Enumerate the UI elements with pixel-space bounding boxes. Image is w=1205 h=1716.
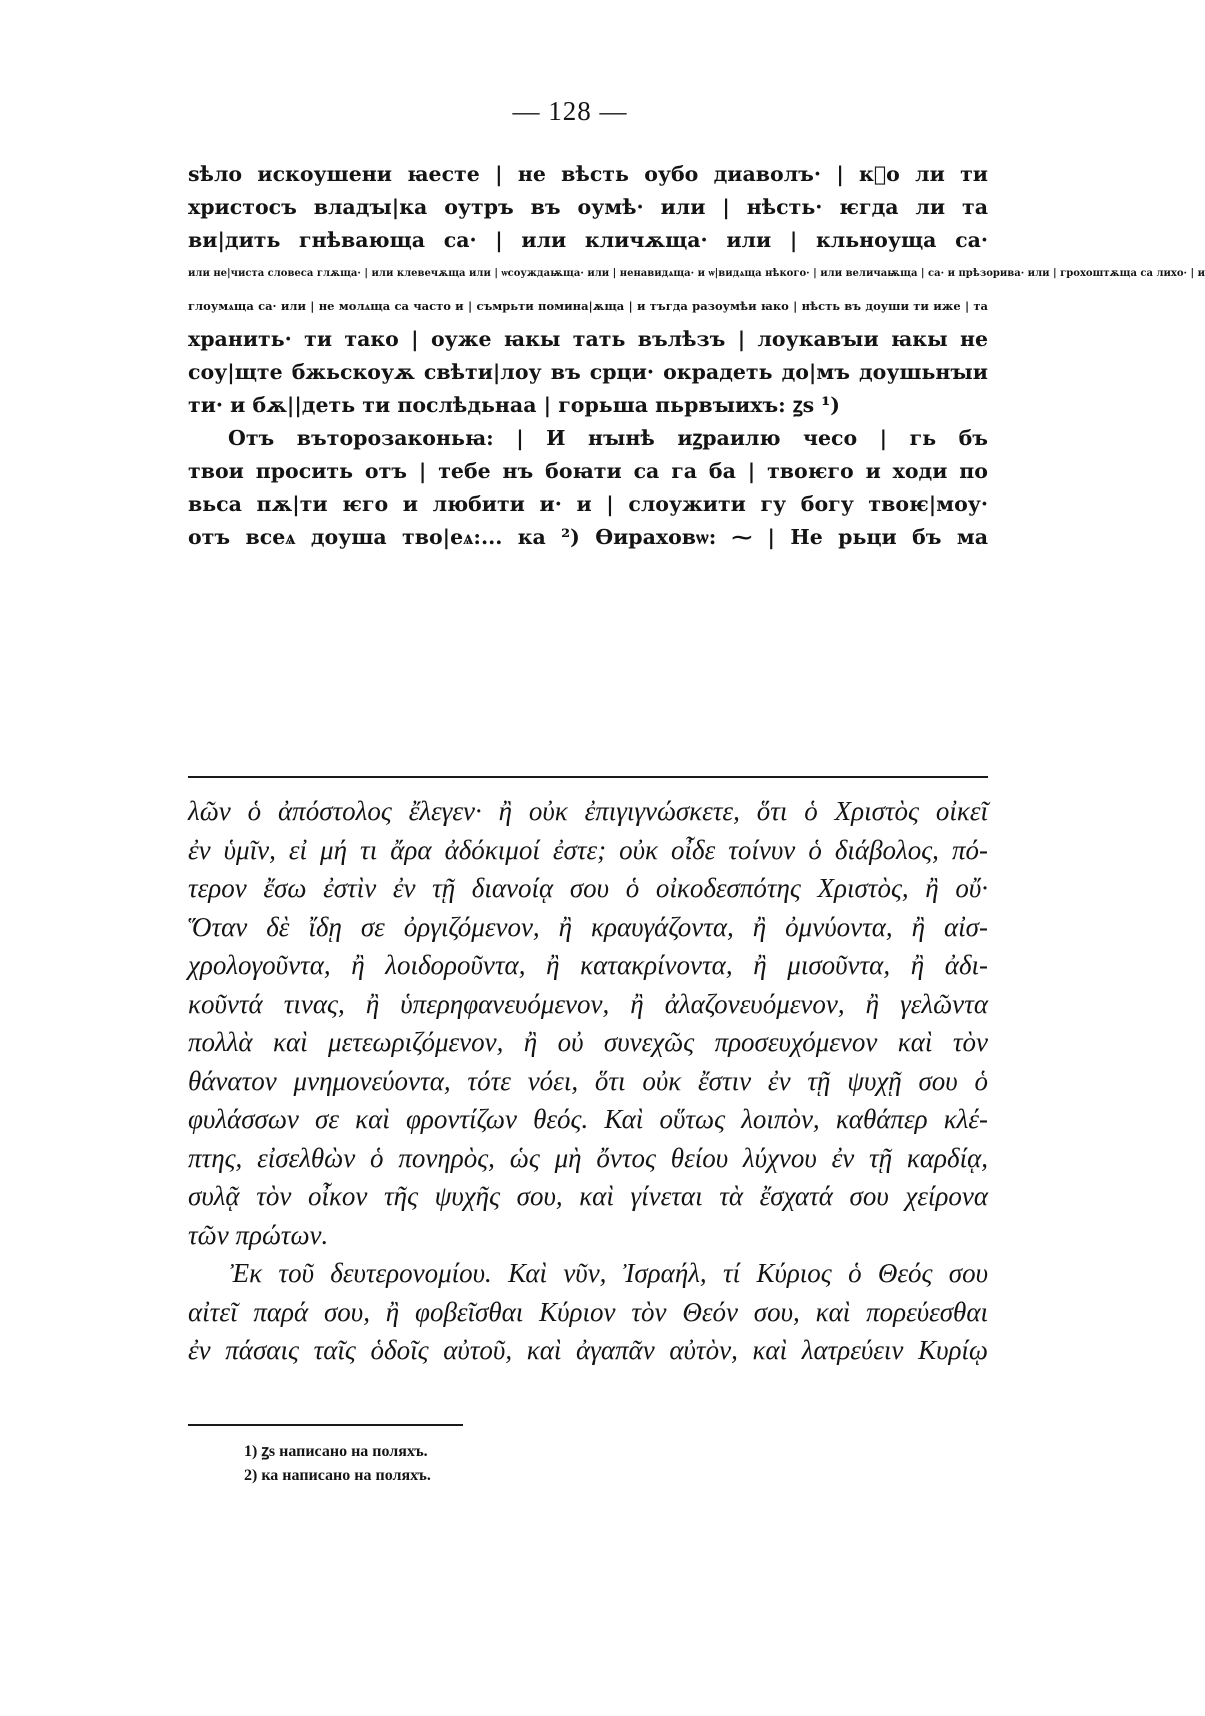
greek-line: λῶν ὁ ἀπόστολος ἔλεγεν· ἢ οὐκ ἐπιγιγνώσκετε, ὅτι ὁ Χριστὸς οἰκεῖ	[188, 796, 988, 826]
greek-line: πολλὰ καὶ μετεωριζόμενον, ἢ οὐ συνεχῶς προσευχόμενον καὶ τὸν	[188, 1027, 988, 1057]
slavonic-line: Отъ въторозаконьꙗ: | И нꙑнѣ иꙁраилю чесо | гь бъ	[228, 426, 988, 450]
slavonic-line: глоумѧща са· или | не молѧща са часто и | съмрьти помина|ѫща | и тъгда разоумѣи ꙗко | нѣсть въ доуши ти иже | та	[188, 299, 988, 313]
footnote: 2) ка написано на поляхъ.	[244, 1467, 431, 1484]
greek-line: Ὅταν δὲ ἴδῃ σε ὀργιζόμενον, ἢ κραυγάζοντα, ἢ ὀμνύοντα, ἢ αἰσ-	[188, 911, 988, 942]
greek-line: τερον ἔσω ἐστὶν ἐν τῇ διανοίᾳ σου ὁ οἰκοδεσπότης Χριστὸς, ἢ οὔ·	[188, 873, 988, 903]
slavonic-line: христосъ владꙑ|ка оутръ въ оумѣ· или | нѣсть· ѥгда ли та	[188, 195, 988, 219]
slavonic-line: ѕѣло искоушени ꙗесте | не вѣсть оубо диаволъ· | кⷮо ли ти	[188, 162, 988, 186]
slavonic-text-block	[188, 158, 1205, 554]
greek-line: κοῦντά τινας, ἢ ὑπερηφανευόμενον, ἢ ἀλαζονευόμενον, ἢ γελῶντα	[188, 988, 988, 1019]
footnotes	[244, 1440, 944, 1488]
greek-line: θάνατον μνημονεύοντα, τότε νόει, ὅτι οὐκ ἔστιν ἐν τῇ ψυχῇ σου ὁ	[188, 1065, 988, 1096]
greek-line: συλᾷ τὸν οἶκον τῆς ψυχῆς σου, καὶ γίνεται τὰ ἔσχατά σου χείρονα	[188, 1181, 988, 1211]
slavonic-line: твои просить отъ | тебе нъ боꙗти са га ба | твоѥго и ходи по	[188, 459, 988, 483]
slavonic-line: ти· и бѫ||деть ти послѣдьнаа | горьша пьрвꙑихъ: ꙁѕ ¹)	[188, 393, 840, 417]
slavonic-line: соу|щте бжьскоуѫ свѣти|лоу въ срци· окрадеть до|мъ доушьнꙑи	[188, 360, 988, 384]
footnote: 1) ꙁѕ написано на поляхъ.	[244, 1443, 428, 1460]
slavonic-line: или не|чиста словеса глѫща· | или клевечѫща или | ѡсоуждаѭща· или | ненавидѧща· и ѡ|видѧща нѣкого· | или величаѭща | са· и прѣзорива· или | грохоштѫща са лихо· | и	[188, 268, 1205, 279]
slavonic-line: ви|дить гнѣвающа са· | или кличѫща· или | кльноуща са·	[188, 228, 988, 252]
slavonic-line: отъ всеѧ доуша тво|еѧ:... ка ²) Ѳираховѡ: ⁓ | Не рьци бъ ма	[188, 525, 988, 549]
greek-text-block	[188, 792, 988, 1370]
greek-line: πτης, εἰσελθὼν ὁ πονηρὸς, ὡς μὴ ὄντος θείου λύχνου ἐν τῇ καρδίᾳ,	[188, 1142, 988, 1173]
greek-line: Ἐκ τοῦ δευτερονομίου. Καὶ νῦν, Ἰσραήλ, τί Κύριος ὁ Θεός σου	[230, 1258, 988, 1288]
greek-line: ἐν πάσαις ταῖς ὁδοῖς αὐτοῦ, καὶ ἀγαπᾶν αὐτὸν, καὶ λατρεύειν Κυρίῳ	[188, 1335, 988, 1365]
footnote-divider	[188, 1424, 463, 1426]
greek-line: φυλάσσων σε καὶ φροντίζων θεός. Καὶ οὕτως λοιπὸν, καθάπερ κλέ-	[188, 1104, 988, 1134]
greek-line: ἐν ὑμῖν, εἰ μή τι ἄρα ἀδόκιμοί ἐστε; οὐκ οἶδε τοίνυν ὁ διάβολος, πό-	[188, 834, 988, 865]
section-divider	[188, 776, 988, 778]
greek-line: τῶν πρώτων.	[188, 1219, 329, 1250]
slavonic-line: хранить· ти тако | оуже ꙗкы тать вълѣзъ | лоукавꙑи ꙗкы не	[188, 327, 988, 351]
greek-line: χρολογοῦντα, ἢ λοιδοροῦντα, ἢ κατακρίνοντα, ἢ μισοῦντα, ἢ ἀδι-	[188, 950, 988, 980]
slavonic-line: вьса пѫ|ти ѥго и любити и· и | слоужити гу богу твоѥ|моу·	[188, 492, 988, 516]
greek-line: αἰτεῖ παρά σου, ἢ φοβεῖσθαι Κύριον τὸν Θεόν σου, καὶ πορεύεσθαι	[188, 1296, 988, 1327]
page-number: — 128 —	[512, 96, 628, 126]
